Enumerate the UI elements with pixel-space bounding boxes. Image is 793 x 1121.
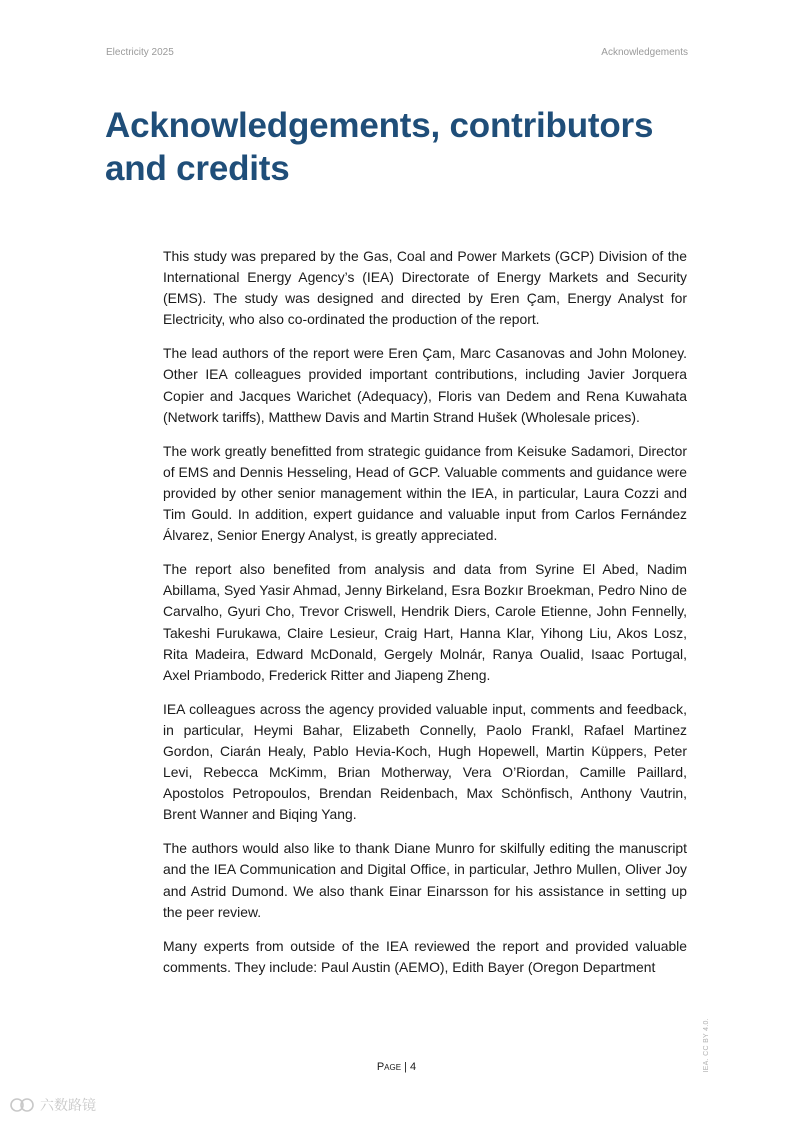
paragraph-5: IEA colleagues across the agency provided valuable input, comments and feedback, in particular, Heymi Bahar, Elizabeth Connelly, Paolo Frankl, Rafael Martinez Gordon, Ciarán Healy, Pablo Hevia-Koch, Hugh Hopewell, Martin Küppers, Peter Levi, Rebecca McKimm, Brian Motherway, Vera O’Riordan, Camille Paillard, Apostolos Petropoulos, Brendan Reidenbach, Max Schönfisch, Anthony Vautrin, Brent Wanner and Biqing Yang. xyxy=(163,700,687,823)
header-section-name: Acknowledgements xyxy=(601,47,688,58)
paragraph-7: Many experts from outside of the IEA reviewed the report and provided valuable comments. They include: Paul Austin (AEMO), Edith Bayer (Oregon Department xyxy=(163,937,687,975)
page-label: Page xyxy=(376,1061,402,1073)
watermark-text: 六数路镜 xyxy=(40,1097,96,1113)
watermark-logo-icon xyxy=(8,1096,36,1114)
page-number xyxy=(0,1061,793,1073)
paragraph-2: The lead authors of the report were Eren Çam, Marc Casanovas and John Moloney. Other IEA colleagues provided important contributions, including Javier Jorquera Copier and Jacques Warichet (Adequacy), Floris van Dedem and Rena Kuwahata (Network tariffs), Matthew Davis and Martin Strand Hušek (Wholesale prices). xyxy=(163,345,687,425)
page-title-line-2: and credits xyxy=(105,149,290,188)
header-report-title: Electricity 2025 xyxy=(106,47,174,58)
page-separator: | xyxy=(401,1061,411,1073)
watermark xyxy=(8,1095,96,1115)
paragraph-4: The report also benefited from analysis and data from Syrine El Abed, Nadim Abillama, Syed Yasir Ahmad, Jenny Birkeland, Esra Bozkır Broekman, Pedro Nino de Carvalho, Gyuri Cho, Trevor Criswell, Hendrik Diers, Carole Etienne, John Fennelly, Takeshi Furukawa, Claire Lesieur, Craig Hart, Hanna Klar, Yihong Liu, Akos Losz, Rita Madeira, Edward McDonald, Gergely Molnár, Ranya Oualid, Isaac Portugal, Axel Priambodo, Frederick Ritter and Jiapeng Zheng. xyxy=(163,561,687,683)
paragraph-6: The authors would also like to thank Diane Munro for skilfully editing the manuscript and the IEA Communication and Digital Office, in particular, Jethro Mullen, Oliver Joy and Astrid Dumond. We also thank Einar Einarsson for his assistance in setting up the peer review. xyxy=(163,840,687,920)
paragraph-1: This study was prepared by the Gas, Coal and Power Markets (GCP) Division of the International Energy Agency’s (IEA) Directorate of Energy Markets and Security (EMS). The study was designed and directed by Eren Çam, Energy Analyst for Electricity, who also co-ordinated the production of the report. xyxy=(163,248,687,328)
paragraph-3: The work greatly benefitted from strategic guidance from Keisuke Sadamori, Director of EMS and Dennis Hesseling, Head of GCP. Valuable comments and guidance were provided by other senior management within the IEA, in particular, Laura Cozzi and Tim Gould. In addition, expert guidance and valuable input from Carlos Fernández Álvarez, Senior Energy Analyst, is greatly appreciated. xyxy=(163,442,687,544)
page-title xyxy=(105,104,705,190)
body-text xyxy=(163,246,687,991)
side-license-text: IEA. CC BY 4.0. xyxy=(703,1018,710,1073)
running-header xyxy=(106,47,688,58)
page-title-line-1: Acknowledgements, contributors xyxy=(105,106,654,145)
page-number-value: 4 xyxy=(410,1061,417,1073)
